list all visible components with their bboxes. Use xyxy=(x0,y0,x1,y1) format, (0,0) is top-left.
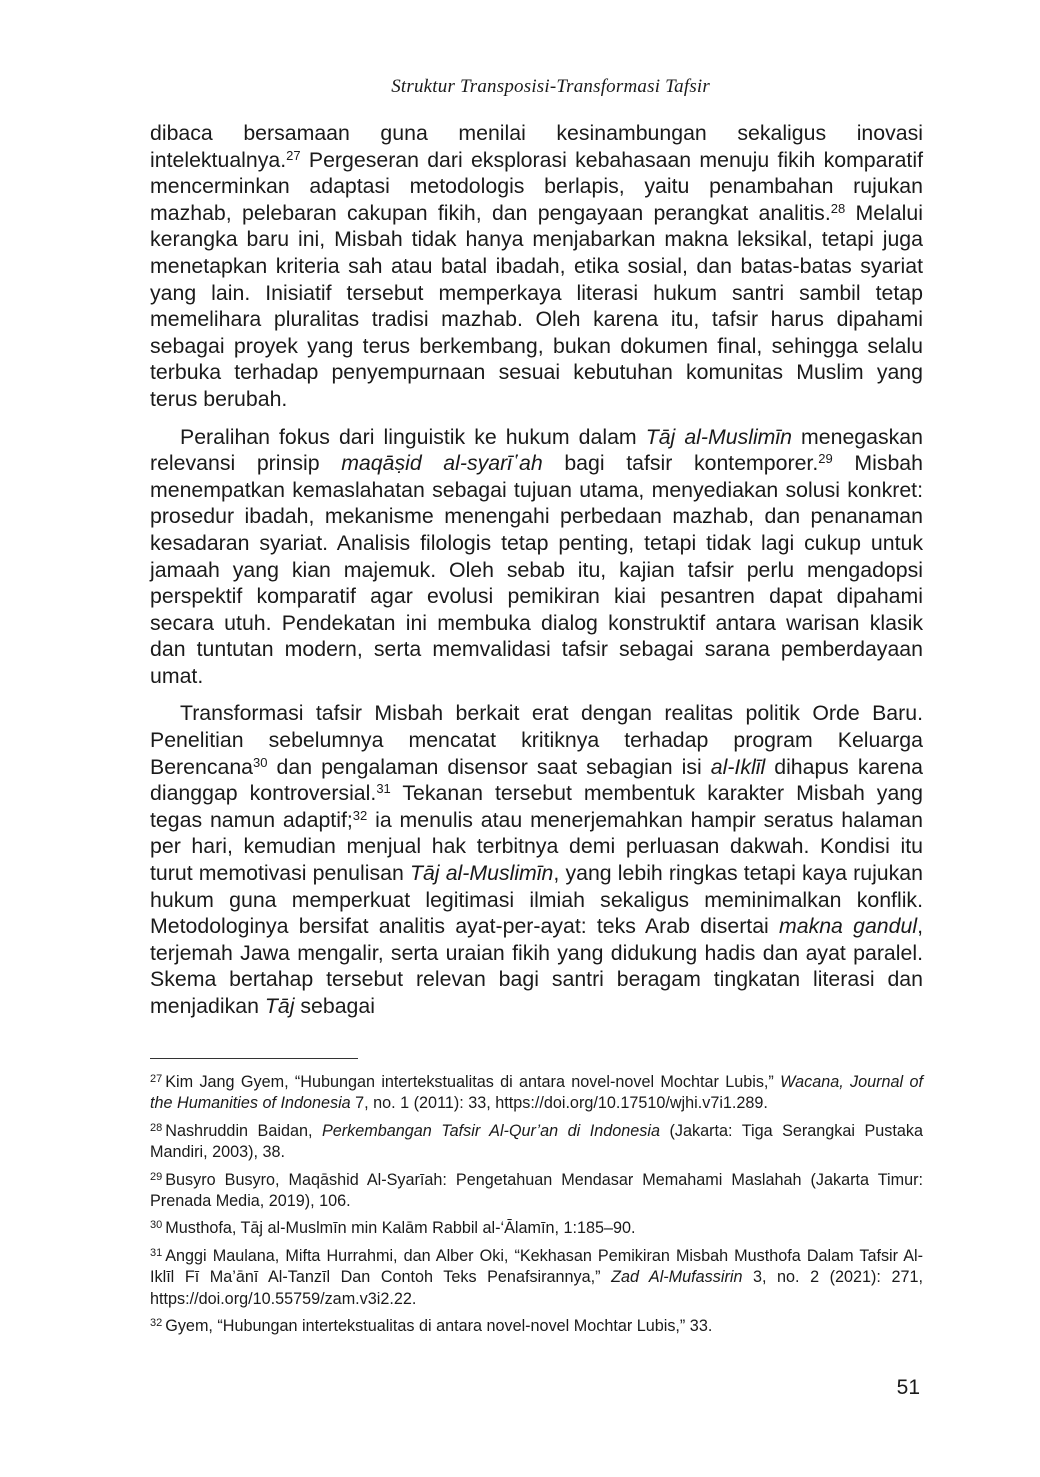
footnote-ref: 30 xyxy=(253,754,268,770)
text-run: , yang lebih ringkas tetapi kaya rujukan hukum guna memperkuat legitimasi ilmiah sekaligus meminimalkan konflik. Metodologinya bersifat analitis ayat-per-ayat: teks Arab disertai xyxy=(150,861,923,939)
text-run: dihapus karena dianggap kontroversial. xyxy=(150,754,923,806)
footnote-number: 27 xyxy=(150,1073,163,1085)
text-run: Tekanan tersebut membentuk karakter Misbah yang tegas namun adaptif; xyxy=(150,781,923,832)
footnote-number: 28 xyxy=(150,1121,163,1134)
footnotes xyxy=(150,1072,923,1343)
paragraph xyxy=(150,700,923,1019)
text-run: Gyem, “Hubungan intertekstualitas di antara novel-novel Mochtar Lubis,” 33. xyxy=(165,1317,713,1336)
italic-text: al-Iklīl xyxy=(710,754,766,779)
footnote-ref: 28 xyxy=(830,200,846,216)
italic-text: Tāj al-Muslimīn xyxy=(409,861,554,886)
text-run: 7, no. 1 (2011): 33, https://doi.org/10.17510/wjhi.v7i1.289. xyxy=(350,1094,768,1113)
italic-text: Perkembangan Tafsir Al-Qur’an di Indonesia xyxy=(321,1121,660,1140)
footnote-number: 30 xyxy=(150,1219,163,1232)
italic-text: Wacana, Journal of the Humanities of Indonesia xyxy=(150,1073,923,1113)
footnote xyxy=(150,1121,923,1164)
text-run: bagi tafsir kontemporer. xyxy=(542,451,819,476)
footnote xyxy=(150,1170,923,1213)
text-run: Misbah menempatkan kemaslahatan sebagai tujuan utama, menyediakan solusi konkret: prosedur ibadah, mekanisme menengahi perbedaan mazhab, dan penanaman kesadaran syariat. Analisis filologis tetap penting, tetapi tidak lagi cukup untuk jamaah yang kian majemuk. Oleh sebab itu, kajian tafsir perlu mengadopsi perspektif komparatif agar evolusi pemikiran kiai pesantren dapat dipahami secara utuh. Pendekatan ini membuka dialog konstruktif antara warisan klasik dan tuntutan modern, serta memvalidasi tafsir sebagai sarana pemberdayaan umat. xyxy=(150,451,923,688)
text-run: dibaca bersamaan guna menilai kesinambungan sekaligus inovasi intelektualnya. xyxy=(150,121,923,172)
italic-text: maqāṣid al-syarī῾ah xyxy=(341,451,543,476)
text-run: , terjemah Jawa mengalir, serta uraian fikih yang didukung hadis dan ayat paralel. Skema bertahap tersebut relevan bagi santri beragam tingkatan literasi dan menjadikan xyxy=(150,914,923,1018)
text-run: Busyro Busyro, Maqāshid Al-Syarīah: Pengetahuan Mendasar Memahami Maslahah (Jakarta Timur: Prenada Media, 2019), 106. xyxy=(150,1170,923,1211)
text-run: Pergeseran dari eksplorasi kebahasaan menuju fikih komparatif mencerminkan adaptasi metodologis berlapis, yaitu penambahan rujukan mazhab, pelebaran cakupan fikih, dan pengayaan perangkat analitis. xyxy=(150,147,923,225)
text-run: Peralihan fokus dari linguistik ke hukum dalam xyxy=(180,424,646,449)
footnote xyxy=(150,1218,923,1239)
footnote xyxy=(150,1316,923,1337)
footnote-number: 32 xyxy=(150,1317,163,1330)
text-run: (Jakarta: Tiga Serangkai Pustaka Mandiri, 2003), 38. xyxy=(150,1121,923,1162)
footnote-ref: 32 xyxy=(352,807,368,823)
paragraph xyxy=(150,424,923,690)
text-run: Transformasi tafsir Misbah berkait erat dengan realitas politik Orde Baru. Penelitian sebelumnya mencatat kritiknya terhadap program Keluarga Berencana xyxy=(150,701,923,779)
footnote xyxy=(150,1246,923,1310)
footnote-ref: 29 xyxy=(818,451,833,467)
running-head: Struktur Transposisi-Transformasi Tafsir xyxy=(391,76,710,97)
text-run: Melalui kerangka baru ini, Misbah tidak hanya menjabarkan makna leksikal, tetapi juga menetapkan kriteria sah atau batal ibadah, etika sosial, dan batas-batas syariat yang lain. Inisiatif tersebut memperkaya literasi hukum santri sambil tetap memelihara pluralitas tradisi mazhab. Oleh karena itu, tafsir harus dipahami sebagai proyek yang terus berkembang, bukan dokumen final, sehingga selalu terbuka terhadap penyempurnaan sesuai kebutuhan komunitas Muslim yang terus berubah. xyxy=(150,200,923,411)
text-run: menegaskan relevansi prinsip xyxy=(150,424,923,476)
body-text xyxy=(150,120,923,1031)
footnote xyxy=(150,1072,923,1115)
italic-text: Tāj xyxy=(264,994,295,1018)
text-run: Nashruddin Baidan, xyxy=(165,1121,322,1140)
footnote-number: 29 xyxy=(150,1170,163,1183)
italic-text: Zad Al-Mufassirin xyxy=(611,1268,743,1287)
text-run: ia menulis atau menerjemahkan hampir seratus halaman per hari, kemudian menjual hak terbitnya demi perluasan dakwah. Kondisi itu turut memotivasi penulisan xyxy=(150,807,923,886)
text-run: 3, no. 2 (2021): 271, https://doi.org/10.55759/zam.v3i2.22. xyxy=(150,1268,923,1308)
footnote-ref: 27 xyxy=(286,147,301,163)
text-run: Kim Jang Gyem, “Hubungan intertekstualitas di antara novel-novel Mochtar Lubis,” xyxy=(165,1073,781,1091)
page-number: 51 xyxy=(896,1376,920,1399)
footnote-ref: 31 xyxy=(376,781,391,797)
footnote-number: 31 xyxy=(150,1246,163,1259)
paragraph xyxy=(150,120,923,413)
text-run: Anggi Maulana, Mifta Hurrahmi, dan Alber Oki, “Kekhasan Pemikiran Misbah Musthofa Dalam Tafsir Al-Iklīl Fī Ma’ānī Al-Tanzīl Dan Contoh Teks Penafsirannya,” xyxy=(150,1246,923,1287)
text-run: dan pengalaman disensor saat sebagian isi xyxy=(267,754,711,779)
footnote-divider xyxy=(150,1058,358,1059)
text-run: sebagai xyxy=(294,994,375,1018)
text-run: Musthofa, Tāj al-Muslmīn min Kalām Rabbil al-‘Ālamīn, 1:185–90. xyxy=(165,1219,636,1238)
italic-text: Tāj al-Muslimīn xyxy=(645,424,792,449)
italic-text: makna gandul xyxy=(778,914,918,939)
